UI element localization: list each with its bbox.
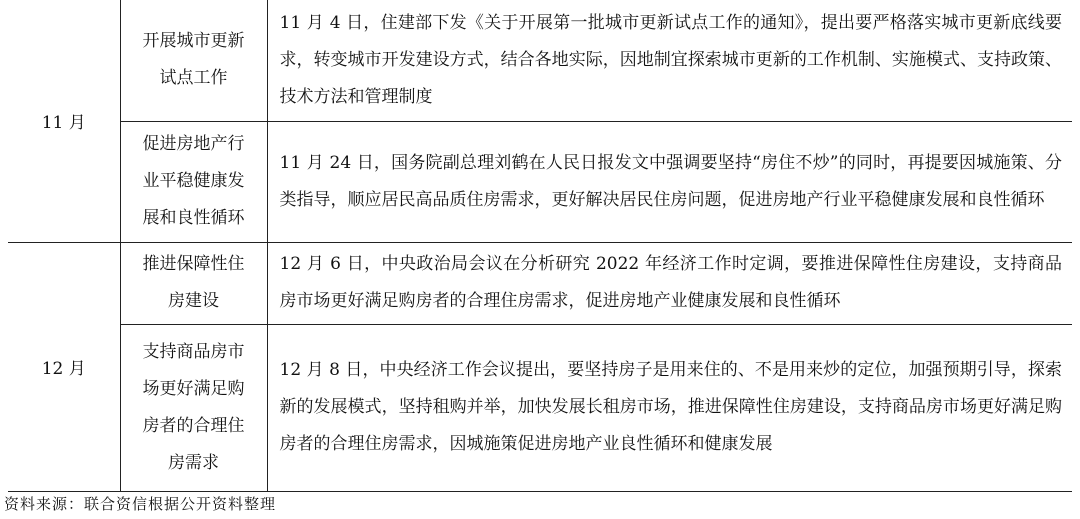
- source-note: 资料来源：联合资信根据公开资料整理: [4, 495, 277, 513]
- table-row: [8, 121, 1072, 242]
- topic-cell: 推进保障性住房建设: [120, 242, 267, 324]
- topic-cell: 支持商品房市场更好满足购房者的合理住房需求: [120, 324, 267, 491]
- month-cell: 11 月: [8, 0, 120, 242]
- detail-cell: 12 月 6 日，中央政治局会议在分析研究 2022 年经济工作时定调，要推进保障性住房建设，支持商品房市场更好满足购房者的合理住房需求，促进房地产业健康发展和良性循环: [267, 242, 1072, 324]
- policy-table: [8, 0, 1072, 492]
- detail-cell: 11 月 24 日，国务院副总理刘鹤在人民日报发文中强调要坚持“房住不炒”的同时，再提要因城施策、分类指导，顺应居民高品质住房需求，更好解决居民住房问题，促进房地产行业平稳健康发展和良性循环: [267, 121, 1072, 242]
- table-row: [8, 324, 1072, 491]
- detail-cell: 11 月 4 日，住建部下发《关于开展第一批城市更新试点工作的通知》，提出要严格落实城市更新底线要求，转变城市开发建设方式，结合各地实际，因地制宜探索城市更新的工作机制、实施模式、支持政策、技术方法和管理制度: [267, 0, 1072, 121]
- table-row: [8, 0, 1072, 121]
- topic-cell: 促进房地产行业平稳健康发展和良性循环: [120, 121, 267, 242]
- month-cell: 12 月: [8, 242, 120, 491]
- table-row: [8, 242, 1072, 324]
- topic-cell: 开展城市更新试点工作: [120, 0, 267, 121]
- detail-cell: 12 月 8 日，中央经济工作会议提出，要坚持房子是用来住的、不是用来炒的定位，加强预期引导，探索新的发展模式，坚持租购并举，加快发展长租房市场，推进保障性住房建设，支持商品房市场更好满足购房者的合理住房需求，因城施策促进房地产业良性循环和健康发展: [267, 324, 1072, 491]
